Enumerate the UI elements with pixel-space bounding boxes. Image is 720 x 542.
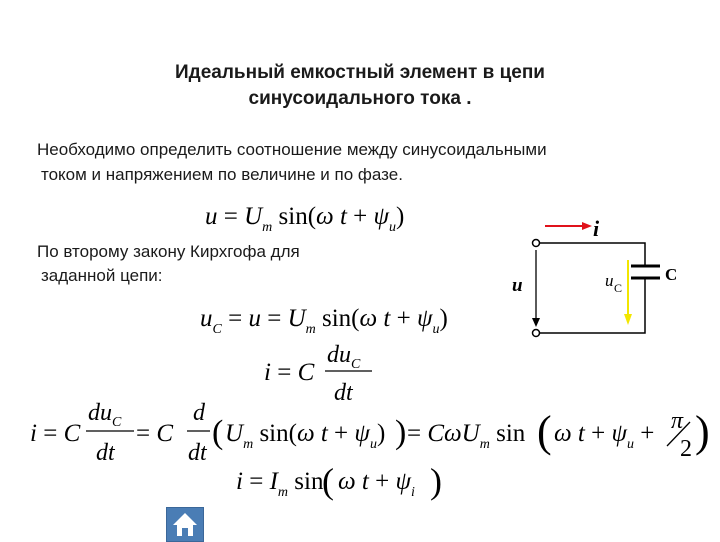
svg-text:(: ( bbox=[212, 414, 224, 451]
svg-text:duC: $du_C$ bbox=[88, 400, 122, 430]
svg-text:dt: dt bbox=[334, 380, 353, 406]
svg-text:= CωUm sin: = CωU$_m$ sin bbox=[407, 420, 526, 452]
formula-current-derivative bbox=[264, 342, 372, 406]
svg-text:ω t + ψu +: ω $t + \psi_u$ + bbox=[554, 420, 655, 452]
svg-text:): ) bbox=[395, 414, 407, 451]
svg-text:Um sin(ω t + ψu): $U_m$ sin(ω $t + \psi_u$) bbox=[225, 420, 386, 452]
svg-text:u = Um sin(ω t + ψu): $u = U_m$ sin(ω $t + \psi_u$) bbox=[205, 203, 405, 235]
svg-text:i = C: i = C bbox=[30, 420, 81, 447]
intro-line-2: током и напряжением по величине и по фазе. bbox=[41, 165, 403, 184]
intro-line-1: Необходимо определить соотношение между синусоидальными bbox=[37, 140, 547, 159]
svg-text:): ) bbox=[430, 461, 442, 501]
title-line-1: Идеальный емкостный элемент в цепи bbox=[175, 62, 545, 83]
capacitor-voltage-label: u bbox=[605, 271, 614, 290]
svg-text:2: 2 bbox=[680, 436, 692, 462]
formula-capacitor-voltage bbox=[200, 305, 448, 337]
svg-text:= C: = C bbox=[136, 420, 174, 447]
svg-text:i = Im sin: $i = I_m$ sin bbox=[236, 468, 324, 500]
home-button[interactable] bbox=[166, 507, 204, 542]
formula-current bbox=[236, 461, 442, 501]
svg-text:): ) bbox=[695, 407, 710, 456]
svg-text:(: ( bbox=[537, 407, 552, 456]
svg-text:π: π bbox=[671, 408, 684, 434]
svg-text:(: ( bbox=[322, 461, 334, 501]
svg-text:dt: dt bbox=[188, 440, 207, 466]
svg-text:uC = u = Um sin(ω t + ψu): $u_C = u = U_m$ sin(ω $t + \psi_u$) bbox=[200, 305, 448, 337]
svg-text:i = C: i = C bbox=[264, 359, 315, 386]
svg-text:dt: dt bbox=[96, 440, 115, 466]
formula-derivation bbox=[30, 400, 710, 466]
capacitor-voltage-subscript: C bbox=[614, 281, 623, 295]
svg-text:duC: $du_C$ bbox=[327, 342, 361, 372]
home-icon bbox=[167, 508, 203, 541]
source-voltage-label: u bbox=[512, 275, 523, 296]
capacitor-label: C bbox=[665, 265, 678, 284]
kirchhoff-line-2: заданной цепи: bbox=[41, 266, 163, 285]
svg-text:d: d bbox=[193, 400, 205, 426]
current-label: i bbox=[593, 216, 600, 241]
svg-text:ω t + ψi: ω $t + \psi_i$ bbox=[338, 468, 415, 500]
formula-voltage bbox=[205, 203, 404, 235]
kirchhoff-line-1: По второму закону Кирхгофа для bbox=[37, 242, 300, 261]
title-line-2: синусоидального тока . bbox=[248, 88, 472, 109]
